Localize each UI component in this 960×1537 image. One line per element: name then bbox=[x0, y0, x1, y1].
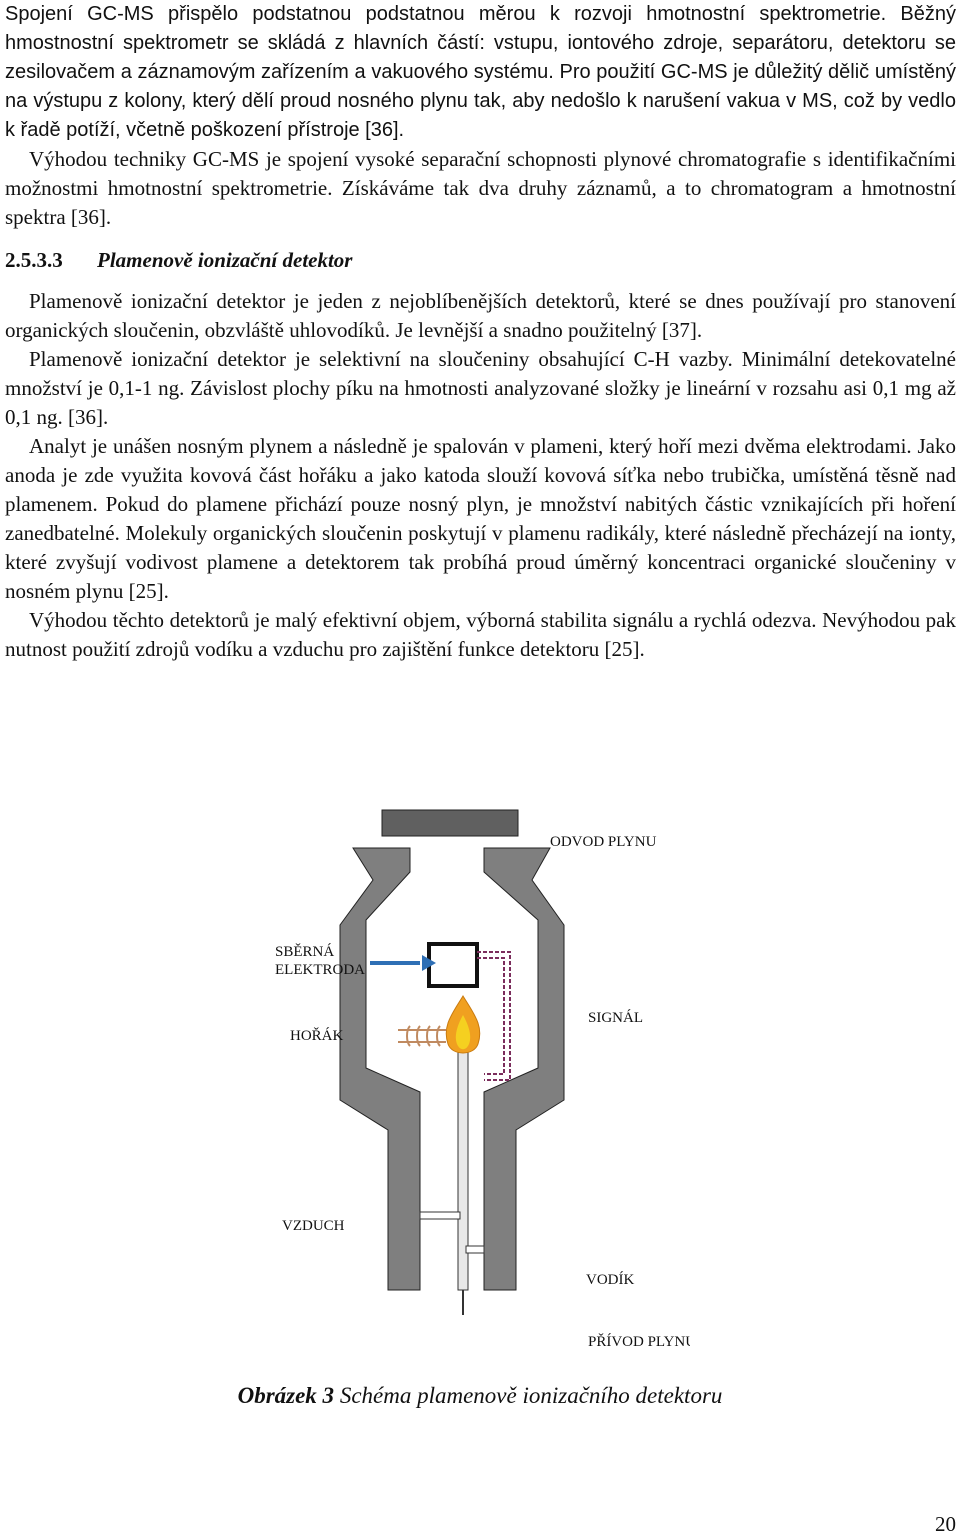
label-hydrogen: VODÍK bbox=[586, 1272, 635, 1288]
label-burner: HOŘÁK bbox=[290, 1028, 344, 1044]
signal-wire bbox=[477, 952, 510, 1080]
label-carrier-inlet: PŘÍVOD PLYNU bbox=[588, 1334, 690, 1350]
outlet-cap bbox=[382, 810, 518, 836]
label-collector-2: ELEKTRODA bbox=[275, 962, 365, 978]
paragraph-fid-selectivity: Plamenově ionizační detektor je selektivní na sloučeniny obsahující C-H vazby. Minimální detekovatelné množství je 0,1-1 ng. Závislost plochy píku na hmotnosti analyzované složky je lineární v rozsahu asi 0,1 mg až 0,1 ng. [36]. bbox=[5, 347, 956, 429]
figure-caption bbox=[0, 1383, 960, 1409]
section-heading bbox=[5, 246, 956, 275]
label-signal: SIGNÁL bbox=[588, 1010, 643, 1026]
label-collector-1: SBĚRNÁ bbox=[275, 944, 335, 960]
paragraph-fid-pros-cons: Výhodou těchto detektorů je malý efektivní objem, výborná stabilita signálu a rychlá odezva. Nevýhodou pak nutnost použití zdrojů vodíku a vzduchu pro zajištění funkce detektoru [25]. bbox=[5, 608, 956, 661]
coil-icon bbox=[398, 1026, 446, 1046]
section-title: Plamenově ionizační detektor bbox=[97, 248, 353, 272]
document-body bbox=[5, 0, 956, 664]
hydrogen-inlet-tube bbox=[466, 1246, 484, 1253]
air-inlet-tube bbox=[420, 1212, 460, 1219]
paragraph-fid-principle: Analyt je unášen nosným plynem a následně je spalován v plameni, který hoří mezi dvěma elektrodami. Jako anoda je zde využita kovová část hořáku a jako katoda slouží kovová síťka nebo trubička, umístěná těsně nad plamenem. Pokud do plamene přichází pouze nosný plyn, je množství nabitých částic vznikajících při hoření zanedbatelné. Molekuly organických sloučenin poskytují v plamenu radikály, které následně přecházejí na ionty, které zvyšují vodivost plamene a detektorem tak probíhá proud úměrný koncentraci organické sloučeniny v nosném plynu [25]. bbox=[5, 434, 956, 603]
section-number: 2.5.3.3 bbox=[5, 248, 63, 272]
paragraph-gcms-advantage: Výhodou techniky GC-MS je spojení vysoké separační schopnosti plynové chromatografie s identifikačními možnostmi hmotnostní spektrometrie. Získáváme tak dva druhy záznamů, a to chromatogram a hmotnostní spektra [36]. bbox=[5, 147, 956, 229]
fid-schematic bbox=[270, 800, 690, 1360]
collector-electrode bbox=[429, 944, 477, 986]
figure-caption-label: Obrázek 3 bbox=[237, 1383, 335, 1408]
paragraph-fid-intro: Plamenově ionizační detektor je jeden z nejoblíbenějších detektorů, které se dnes používají pro stanovení organických sloučenin, obzvláště uhlovodíků. Je levnější a snadno použitelný [37]. bbox=[5, 289, 956, 342]
fid-schematic-figure bbox=[270, 800, 690, 1360]
detector-body-right bbox=[484, 848, 564, 1290]
figure-caption-text: Schéma plamenově ionizačního detektoru bbox=[339, 1383, 723, 1408]
label-gas-outlet: ODVOD PLYNU bbox=[550, 834, 657, 850]
detector-body-left bbox=[340, 848, 420, 1290]
page-number: 20 bbox=[935, 1512, 956, 1536]
label-air: VZDUCH bbox=[282, 1218, 345, 1234]
paragraph-gcms-intro: Spojení GC-MS přispělo podstatnou podstatnou měrou k rozvoji hmotnostní spektrometrie. Běžný hmostnostní spektrometr se skládá z hlavních částí: vstupu, iontového zdroje, separátoru, detektoru se zesilovačem a záznamovým zařízením a vakuového systému. Pro použití GC-MS je důležitý dělič umístěný na výstupu z kolony, který dělí proud nosného plynu tak, aby nedošlo k narušení vakua v MS, což by vedlo k řadě potíží, včetně poškození přístroje [36]. bbox=[5, 3, 956, 141]
